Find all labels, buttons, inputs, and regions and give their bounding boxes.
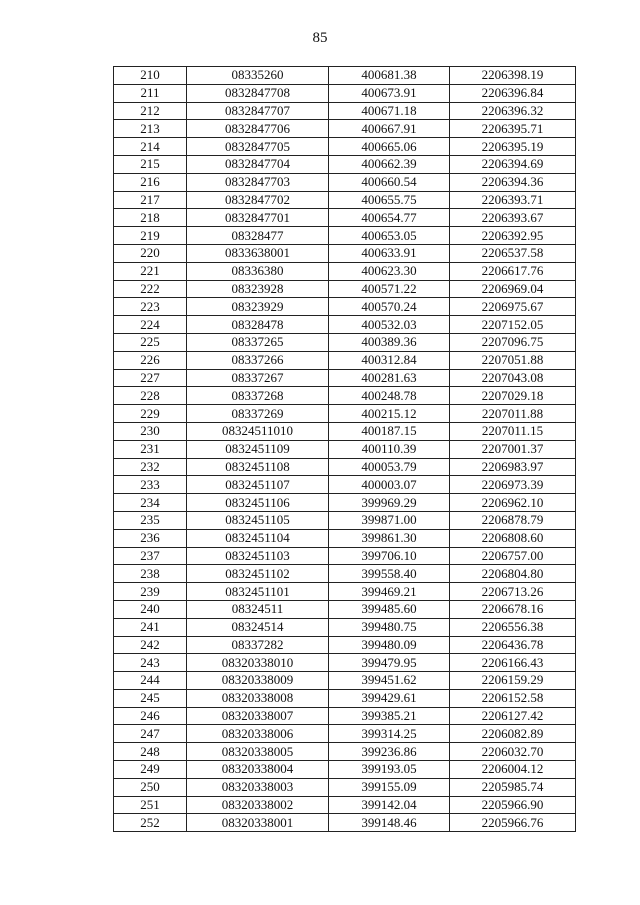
coordinates-table [113,66,576,832]
x-coordinate-cell: 400653.05 [329,227,450,245]
x-coordinate-cell: 400660.54 [329,173,450,191]
x-coordinate-cell: 400655.75 [329,191,450,209]
table-row [114,298,576,316]
row-number-cell: 228 [114,387,187,405]
x-coordinate-cell: 399155.09 [329,778,450,796]
y-coordinate-cell: 2206127.42 [450,707,576,725]
table-row [114,67,576,85]
x-coordinate-cell: 400665.06 [329,138,450,156]
x-coordinate-cell: 399236.86 [329,743,450,761]
point-id-cell: 08336380 [187,262,329,280]
row-number-cell: 235 [114,511,187,529]
table-row [114,618,576,636]
x-coordinate-cell: 400681.38 [329,67,450,85]
row-number-cell: 232 [114,458,187,476]
row-number-cell: 240 [114,600,187,618]
y-coordinate-cell: 2207011.15 [450,422,576,440]
y-coordinate-cell: 2206396.84 [450,84,576,102]
table-row [114,173,576,191]
row-number-cell: 238 [114,565,187,583]
row-number-cell: 237 [114,547,187,565]
y-coordinate-cell: 2206617.76 [450,262,576,280]
table-row [114,476,576,494]
table-row [114,227,576,245]
y-coordinate-cell: 2206032.70 [450,743,576,761]
x-coordinate-cell: 400623.30 [329,262,450,280]
x-coordinate-cell: 399485.60 [329,600,450,618]
x-coordinate-cell: 399969.29 [329,494,450,512]
x-coordinate-cell: 399451.62 [329,672,450,690]
y-coordinate-cell: 2206757.00 [450,547,576,565]
y-coordinate-cell: 2207096.75 [450,333,576,351]
row-number-cell: 244 [114,672,187,690]
y-coordinate-cell: 2206393.71 [450,191,576,209]
table-row [114,422,576,440]
y-coordinate-cell: 2207001.37 [450,440,576,458]
point-id-cell: 0832451104 [187,529,329,547]
table-row [114,689,576,707]
x-coordinate-cell: 400633.91 [329,244,450,262]
y-coordinate-cell: 2206394.36 [450,173,576,191]
y-coordinate-cell: 2206678.16 [450,600,576,618]
y-coordinate-cell: 2206395.19 [450,138,576,156]
point-id-cell: 0832847702 [187,191,329,209]
table-row [114,458,576,476]
row-number-cell: 243 [114,654,187,672]
point-id-cell: 08328477 [187,227,329,245]
table-row [114,494,576,512]
table-row [114,778,576,796]
row-number-cell: 248 [114,743,187,761]
table-row [114,672,576,690]
y-coordinate-cell: 2206436.78 [450,636,576,654]
y-coordinate-cell: 2206395.71 [450,120,576,138]
row-number-cell: 236 [114,529,187,547]
point-id-cell: 08324511010 [187,422,329,440]
row-number-cell: 231 [114,440,187,458]
row-number-cell: 226 [114,351,187,369]
row-number-cell: 234 [114,494,187,512]
row-number-cell: 219 [114,227,187,245]
x-coordinate-cell: 399142.04 [329,796,450,814]
row-number-cell: 211 [114,84,187,102]
x-coordinate-cell: 399193.05 [329,761,450,779]
table-row [114,333,576,351]
y-coordinate-cell: 2206394.69 [450,155,576,173]
x-coordinate-cell: 399469.21 [329,583,450,601]
row-number-cell: 250 [114,778,187,796]
y-coordinate-cell: 2206975.67 [450,298,576,316]
table-row [114,155,576,173]
table-row [114,120,576,138]
point-id-cell: 0832451109 [187,440,329,458]
table-row [114,316,576,334]
y-coordinate-cell: 2206152.58 [450,689,576,707]
x-coordinate-cell: 399480.09 [329,636,450,654]
point-id-cell: 08320338001 [187,814,329,832]
x-coordinate-cell: 400532.03 [329,316,450,334]
row-number-cell: 225 [114,333,187,351]
coordinates-table-body [114,67,576,832]
x-coordinate-cell: 399479.95 [329,654,450,672]
y-coordinate-cell: 2206808.60 [450,529,576,547]
point-id-cell: 08320338004 [187,761,329,779]
point-id-cell: 08324511 [187,600,329,618]
x-coordinate-cell: 399706.10 [329,547,450,565]
point-id-cell: 08337267 [187,369,329,387]
row-number-cell: 224 [114,316,187,334]
y-coordinate-cell: 2206392.95 [450,227,576,245]
row-number-cell: 245 [114,689,187,707]
x-coordinate-cell: 400662.39 [329,155,450,173]
y-coordinate-cell: 2206983.97 [450,458,576,476]
row-number-cell: 221 [114,262,187,280]
y-coordinate-cell: 2207029.18 [450,387,576,405]
y-coordinate-cell: 2206398.19 [450,67,576,85]
point-id-cell: 08337266 [187,351,329,369]
y-coordinate-cell: 2206159.29 [450,672,576,690]
table-row [114,511,576,529]
point-id-cell: 08320338007 [187,707,329,725]
row-number-cell: 212 [114,102,187,120]
row-number-cell: 214 [114,138,187,156]
y-coordinate-cell: 2206713.26 [450,583,576,601]
row-number-cell: 223 [114,298,187,316]
y-coordinate-cell: 2205966.76 [450,814,576,832]
y-coordinate-cell: 2207152.05 [450,316,576,334]
y-coordinate-cell: 2206556.38 [450,618,576,636]
point-id-cell: 08320338010 [187,654,329,672]
table-row [114,529,576,547]
x-coordinate-cell: 399429.61 [329,689,450,707]
point-id-cell: 08320338009 [187,672,329,690]
table-row [114,725,576,743]
row-number-cell: 230 [114,422,187,440]
y-coordinate-cell: 2207043.08 [450,369,576,387]
point-id-cell: 08320338003 [187,778,329,796]
row-number-cell: 218 [114,209,187,227]
y-coordinate-cell: 2206804.80 [450,565,576,583]
table-row [114,654,576,672]
table-row [114,369,576,387]
point-id-cell: 08323929 [187,298,329,316]
point-id-cell: 0832451105 [187,511,329,529]
row-number-cell: 239 [114,583,187,601]
x-coordinate-cell: 400673.91 [329,84,450,102]
table-row [114,565,576,583]
y-coordinate-cell: 2205985.74 [450,778,576,796]
row-number-cell: 241 [114,618,187,636]
point-id-cell: 08337268 [187,387,329,405]
row-number-cell: 246 [114,707,187,725]
point-id-cell: 0832847701 [187,209,329,227]
table-row [114,262,576,280]
x-coordinate-cell: 400248.78 [329,387,450,405]
table-row [114,796,576,814]
row-number-cell: 229 [114,405,187,423]
table-row [114,761,576,779]
x-coordinate-cell: 400671.18 [329,102,450,120]
y-coordinate-cell: 2206393.67 [450,209,576,227]
point-id-cell: 0832847703 [187,173,329,191]
x-coordinate-cell: 400187.15 [329,422,450,440]
table-row [114,600,576,618]
y-coordinate-cell: 2207051.88 [450,351,576,369]
table-row [114,583,576,601]
table-row [114,84,576,102]
x-coordinate-cell: 400570.24 [329,298,450,316]
y-coordinate-cell: 2206969.04 [450,280,576,298]
point-id-cell: 0832847707 [187,102,329,120]
page-number: 85 [312,30,328,46]
x-coordinate-cell: 400571.22 [329,280,450,298]
row-number-cell: 217 [114,191,187,209]
point-id-cell: 08324514 [187,618,329,636]
row-number-cell: 215 [114,155,187,173]
table-row [114,280,576,298]
x-coordinate-cell: 400053.79 [329,458,450,476]
row-number-cell: 222 [114,280,187,298]
row-number-cell: 233 [114,476,187,494]
y-coordinate-cell: 2206537.58 [450,244,576,262]
table-row [114,209,576,227]
point-id-cell: 0832847705 [187,138,329,156]
y-coordinate-cell: 2206878.79 [450,511,576,529]
table-row [114,351,576,369]
point-id-cell: 08320338008 [187,689,329,707]
x-coordinate-cell: 400281.63 [329,369,450,387]
point-id-cell: 08337282 [187,636,329,654]
table-row [114,547,576,565]
point-id-cell: 0832847706 [187,120,329,138]
point-id-cell: 08323928 [187,280,329,298]
point-id-cell: 0832451107 [187,476,329,494]
table-row [114,405,576,423]
point-id-cell: 08337269 [187,405,329,423]
table-row [114,440,576,458]
point-id-cell: 0832451101 [187,583,329,601]
point-id-cell: 08320338006 [187,725,329,743]
table-row [114,191,576,209]
y-coordinate-cell: 2205966.90 [450,796,576,814]
point-id-cell: 0833638001 [187,244,329,262]
y-coordinate-cell: 2207011.88 [450,405,576,423]
table-row [114,814,576,832]
x-coordinate-cell: 399385.21 [329,707,450,725]
point-id-cell: 08328478 [187,316,329,334]
point-id-cell: 08320338002 [187,796,329,814]
table-row [114,743,576,761]
x-coordinate-cell: 399148.46 [329,814,450,832]
row-number-cell: 247 [114,725,187,743]
point-id-cell: 08337265 [187,333,329,351]
y-coordinate-cell: 2206004.12 [450,761,576,779]
x-coordinate-cell: 399871.00 [329,511,450,529]
row-number-cell: 252 [114,814,187,832]
x-coordinate-cell: 399314.25 [329,725,450,743]
point-id-cell: 0832451108 [187,458,329,476]
x-coordinate-cell: 400215.12 [329,405,450,423]
table-row [114,387,576,405]
row-number-cell: 242 [114,636,187,654]
x-coordinate-cell: 399480.75 [329,618,450,636]
point-id-cell: 0832847704 [187,155,329,173]
x-coordinate-cell: 399558.40 [329,565,450,583]
row-number-cell: 249 [114,761,187,779]
point-id-cell: 0832451103 [187,547,329,565]
x-coordinate-cell: 400654.77 [329,209,450,227]
point-id-cell: 0832451102 [187,565,329,583]
row-number-cell: 220 [114,244,187,262]
x-coordinate-cell: 400110.39 [329,440,450,458]
table-row [114,707,576,725]
x-coordinate-cell: 399861.30 [329,529,450,547]
point-id-cell: 08335260 [187,67,329,85]
row-number-cell: 227 [114,369,187,387]
point-id-cell: 0832847708 [187,84,329,102]
row-number-cell: 210 [114,67,187,85]
y-coordinate-cell: 2206973.39 [450,476,576,494]
y-coordinate-cell: 2206082.89 [450,725,576,743]
table-row [114,138,576,156]
table-row [114,244,576,262]
table-row [114,102,576,120]
x-coordinate-cell: 400667.91 [329,120,450,138]
point-id-cell: 0832451106 [187,494,329,512]
x-coordinate-cell: 400312.84 [329,351,450,369]
y-coordinate-cell: 2206396.32 [450,102,576,120]
x-coordinate-cell: 400003.07 [329,476,450,494]
row-number-cell: 251 [114,796,187,814]
point-id-cell: 08320338005 [187,743,329,761]
y-coordinate-cell: 2206166.43 [450,654,576,672]
y-coordinate-cell: 2206962.10 [450,494,576,512]
row-number-cell: 216 [114,173,187,191]
x-coordinate-cell: 400389.36 [329,333,450,351]
row-number-cell: 213 [114,120,187,138]
table-row [114,636,576,654]
